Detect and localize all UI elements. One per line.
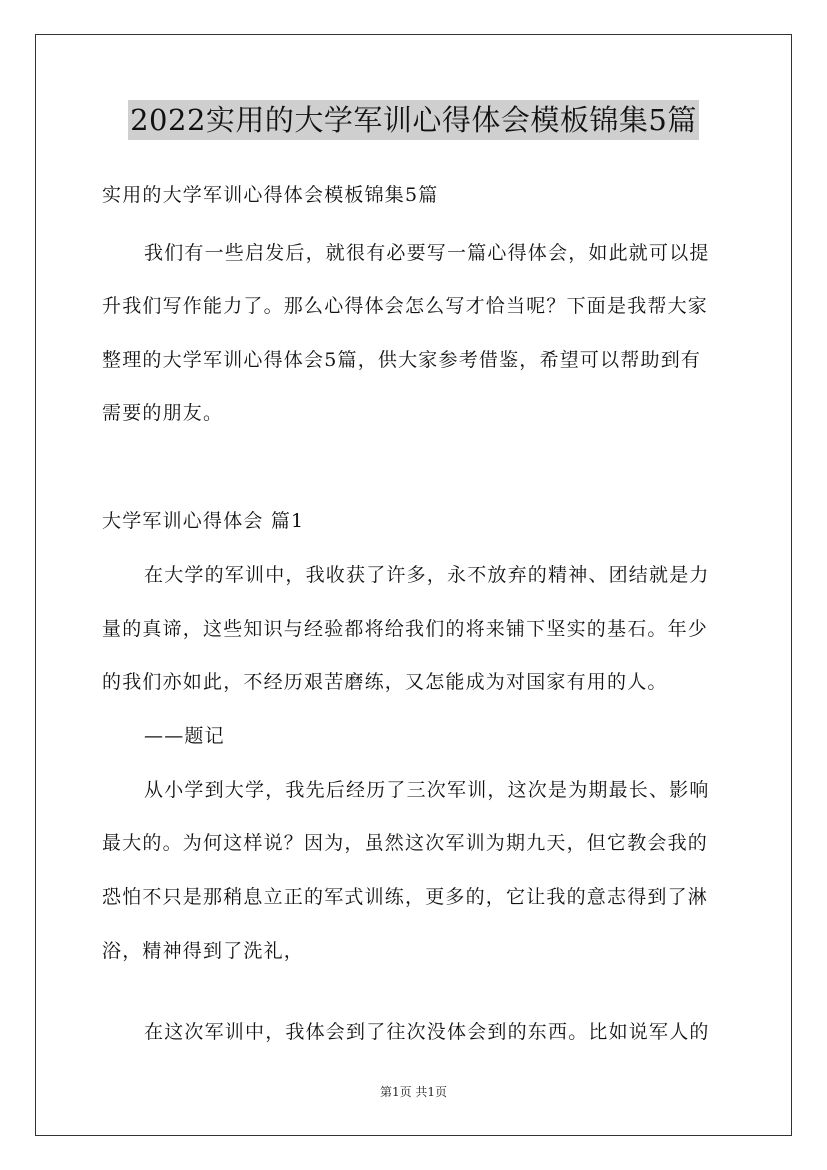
paragraph-line: 需要的朋友。: [102, 402, 224, 424]
paragraph-line: 整理的大学军训心得体会5篇，供大家参考借鉴，希望可以帮助到有: [102, 349, 702, 371]
paragraph-line: 在这次军训中，我体会到了往次没体会到的东西。比如说军人的: [144, 1021, 710, 1043]
paragraph-line: 的我们亦如此，不经历艰苦磨练，又怎能成为对国家有用的人。: [102, 671, 668, 693]
paragraph-line: 从小学到大学，我先后经历了三次军训，这次是为期最长、影响: [144, 779, 710, 801]
page-footer: 第1页 共1页: [379, 1085, 448, 1099]
paragraph-line: 量的真谛，这些知识与经验都将给我们的将来铺下坚实的基石。年少: [102, 618, 709, 640]
paragraph-line: 升我们写作能力了。那么心得体会怎么写才恰当呢？下面是我帮大家: [102, 295, 709, 317]
paragraph-line: 我们有一些启发后，就很有必要写一篇心得体会，如此就可以提: [144, 242, 710, 264]
document-title: 2022实用的大学军训心得体会模板锦集5篇: [128, 100, 699, 140]
epigraph-signature: ——题记: [144, 725, 225, 747]
title-container: [0, 100, 827, 140]
section-heading: 大学军训心得体会 篇1: [102, 510, 305, 532]
document-subtitle: 实用的大学军训心得体会模板锦集5篇: [102, 184, 439, 206]
paragraph-line: 最大的。为何这样说？因为，虽然这次军训为期九天，但它教会我的: [102, 832, 709, 854]
paragraph-line: 恐怕不只是那稍息立正的军式训练，更多的，它让我的意志得到了淋: [102, 886, 709, 908]
paragraph-line: 浴，精神得到了洗礼，: [102, 940, 305, 962]
paragraph-line: 在大学的军训中，我收获了许多，永不放弃的精神、团结就是力: [144, 564, 710, 586]
